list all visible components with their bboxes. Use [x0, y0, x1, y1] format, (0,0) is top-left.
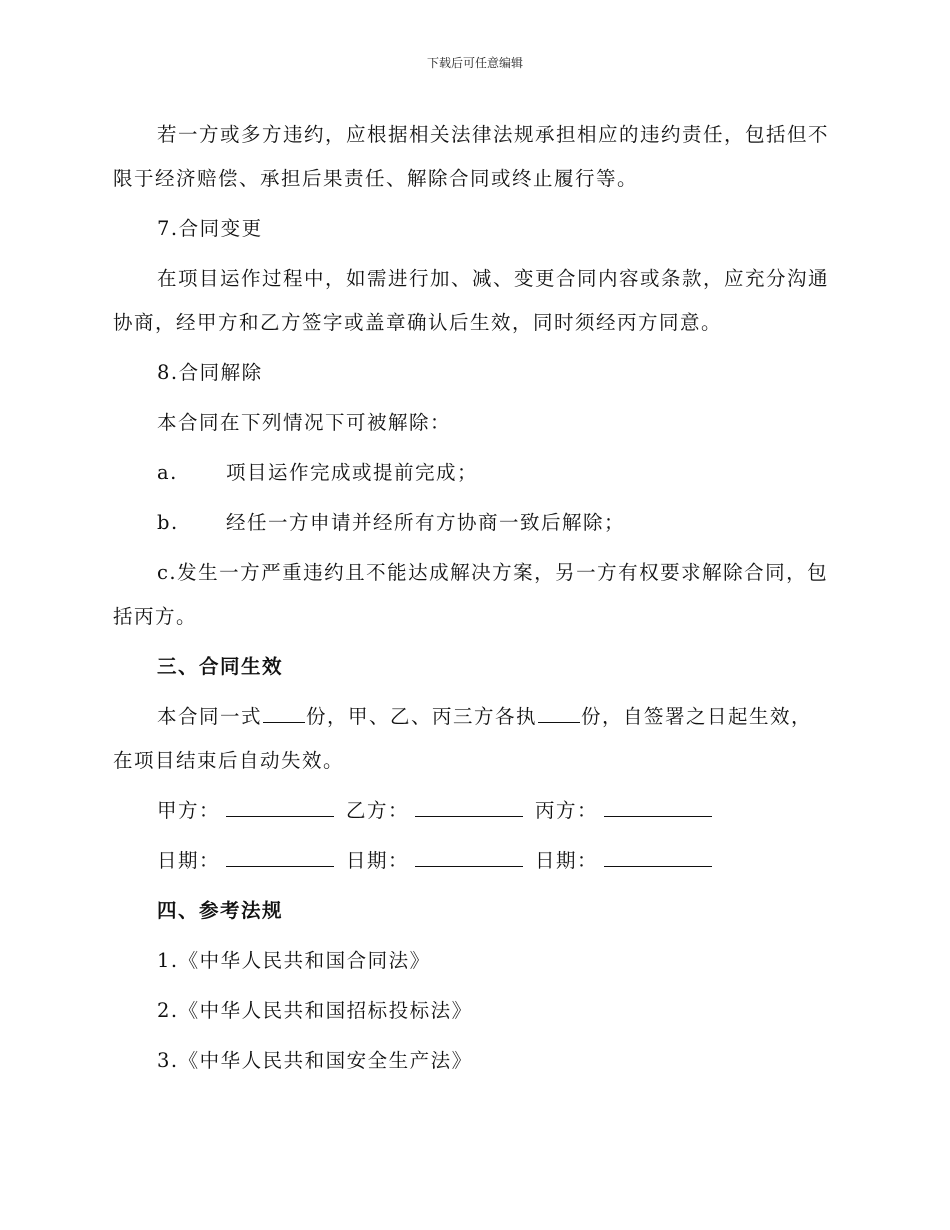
signature-row — [113, 789, 833, 833]
reference-item: 2.《中华人民共和国招标投标法》 — [157, 999, 473, 1022]
section8-title: 8.合同解除 — [157, 361, 263, 384]
date-label-b: 日期： — [346, 849, 410, 872]
party-c-line — [604, 800, 712, 817]
reference-item: 1.《中华人民共和国合同法》 — [157, 949, 431, 972]
date-line-c — [604, 850, 712, 867]
part3-title: 三、合同生效 — [157, 655, 284, 678]
item-text: 经任一方申请并经所有方协商一致后解除； — [226, 511, 626, 534]
section7-title: 7.合同变更 — [157, 217, 263, 240]
party-a-line — [226, 800, 334, 817]
copies-blank — [263, 706, 305, 723]
copies-each-blank — [538, 706, 580, 723]
section7-body: 在项目运作过程中，如需进行加、减、变更合同内容或条款，应充分沟通协商，经甲方和乙方签字或盖章确认后生效，同时须经丙方同意。 — [113, 267, 830, 334]
part3-body — [113, 695, 833, 783]
date-label-a: 日期： — [157, 849, 221, 872]
termination-item-a — [113, 451, 833, 495]
party-c-label: 丙方： — [535, 799, 599, 822]
section8-intro: 本合同在下列情况下可被解除： — [157, 411, 452, 434]
reference-item: 3.《中华人民共和国安全生产法》 — [157, 1049, 473, 1072]
party-b-line — [415, 800, 523, 817]
date-row — [113, 839, 833, 883]
item-marker: a. — [157, 461, 178, 484]
item-text: 项目运作完成或提前完成； — [226, 461, 479, 484]
breach-paragraph: 若一方或多方违约，应根据相关法律法规承担相应的违约责任，包括但不限于经济赔偿、承担后果责任、解除合同或终止履行等。 — [113, 123, 830, 190]
termination-item-b — [113, 501, 833, 545]
document-body — [113, 113, 833, 1083]
date-line-b — [415, 850, 523, 867]
party-b-label: 乙方： — [346, 799, 410, 822]
part3-seg1: 本合同一式 — [157, 705, 263, 728]
item-marker: b. — [157, 511, 179, 534]
termination-item-c: c.发生一方严重违约且不能达成解决方案，另一方有权要求解除合同，包括丙方。 — [113, 561, 829, 628]
page-header: 下载后可任意编辑 — [426, 56, 523, 70]
party-a-label: 甲方： — [157, 799, 221, 822]
part4-title: 四、参考法规 — [157, 899, 284, 922]
date-line-a — [226, 850, 334, 867]
part3-seg2: 份，甲、乙、丙三方各执 — [306, 705, 538, 728]
part3-seg3: 份，自签署之日起生效，在项目结束后自动失效。 — [113, 705, 813, 772]
date-label-c: 日期： — [535, 849, 599, 872]
